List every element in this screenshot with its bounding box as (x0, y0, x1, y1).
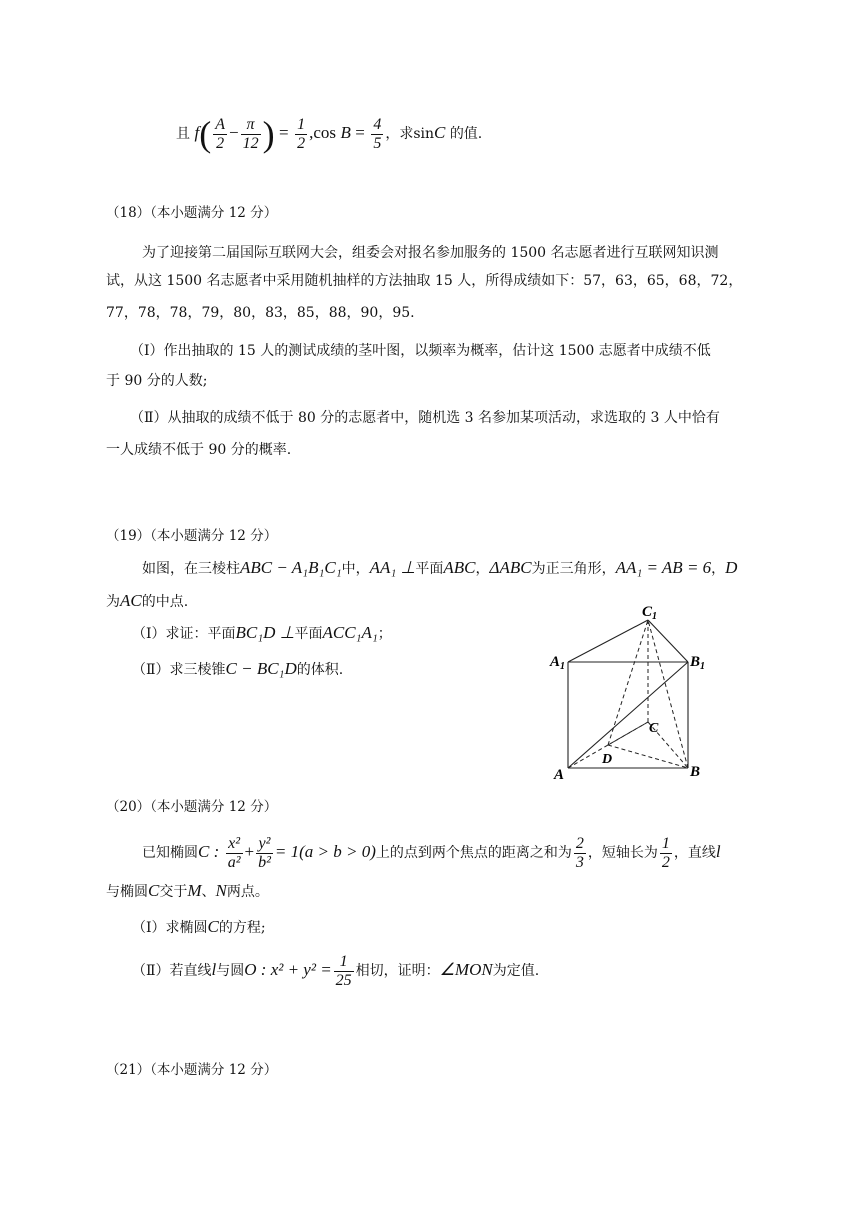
label-B: B (690, 764, 701, 780)
q18-line-3: 77，78，78，79，80，83，85，88，90，95. (106, 305, 415, 321)
q17-rparen: ) (262, 114, 275, 154)
q17-prefix: 且 (176, 126, 190, 142)
q18-line-4: （Ⅰ）作出抽取的 15 人的测试成绩的茎叶图，以频率为概率，估计这 1500 志愿者中成绩不低 (130, 343, 711, 359)
q19-line-4: （Ⅱ）求三棱锥C − BC₁D的体积. (132, 659, 344, 678)
prism-figure (548, 602, 718, 782)
label-A1: $A_1$ (550, 654, 566, 672)
label-C: C (649, 721, 659, 736)
q20-line-2: 与椭圆C交于M、N两点。 (106, 881, 269, 900)
q21-header: （21）（本小题满分 12 分） (106, 1062, 278, 1078)
q17-frac2: $\frac{\pi}{12}$ (242, 115, 259, 152)
q17-cos: ,cos (309, 123, 336, 142)
q20-line-1: 已知椭圆C : $\frac{\text{x²}}{\text{a²}}$ + $\frac{\text{y²}}{\text{b²}}$ = 1(a > b > 0)上的点到两个焦点的距离之和为 $\frac{2}{3}$ ，短轴长为 $\frac{1}{2}$ ，直线l (142, 834, 721, 871)
q17-suffix1: ，求sin (385, 126, 435, 142)
q19-line-2: 为AC的中点. (106, 591, 189, 610)
q17-B: B (340, 123, 351, 142)
q18-line-6: （Ⅱ）从抽取的成绩不低于 80 分的志愿者中，随机选 3 名参加某项活动，求选取的 3 人中恰有 (130, 410, 720, 426)
q19-line-3: （Ⅰ）求证：平面BC₁D ⊥平面ACC₁A₁； (132, 623, 392, 642)
q18-line-2: 试，从这 1500 名志愿者中采用随机抽样的方法抽取 15 人，所得成绩如下：57，63，65，68，72， (106, 273, 743, 289)
q17-frac1: $\frac{A}{2}$ (215, 115, 225, 152)
label-B1: $B_1$ (690, 654, 706, 672)
q17-C: C (434, 123, 446, 142)
q20-header: （20）（本小题满分 12 分） (106, 799, 278, 815)
q17-frac3: $\frac{1}{2}$ (297, 115, 306, 152)
q17-equals2: = (355, 123, 365, 142)
q18-line-5: 于 90 分的人数; (106, 373, 208, 389)
label-C1: $C_1$ (642, 604, 658, 622)
q20-line-4: （Ⅱ）若直线l与圆O : x² + y² = $\frac{1}{25}$ 相切，证明：∠MON为定值. (132, 952, 540, 989)
q18-line-1: 为了迎接第二届国际互联网大会，组委会对报名参加服务的 1500 名志愿者进行互联网知识测 (142, 245, 719, 261)
label-D: D (602, 752, 613, 767)
q17-equals: = (279, 123, 289, 142)
q18-line-7: 一人成绩不低于 90 分的概率. (106, 442, 292, 458)
q18-header: （18）（本小题满分 12 分） (106, 205, 278, 221)
label-A: A (554, 767, 565, 782)
q17-minus: − (228, 123, 239, 142)
q17-suffix2: 的值. (449, 126, 483, 142)
q17-func: f (194, 123, 200, 142)
q20-line-3: （Ⅰ）求椭圆C的方程; (132, 917, 266, 936)
q19-line-1: 如图，在三棱柱ABC − A₁B₁C₁中，AA₁ ⊥平面ABC，ΔABC为正三角形，AA₁ = AB = 6，D (142, 558, 738, 577)
q17-condition-line (176, 113, 482, 154)
q17-lparen: ( (199, 114, 212, 154)
q17-frac4: $\frac{4}{5}$ (373, 115, 382, 152)
q19-header: （19）（本小题满分 12 分） (106, 528, 278, 544)
